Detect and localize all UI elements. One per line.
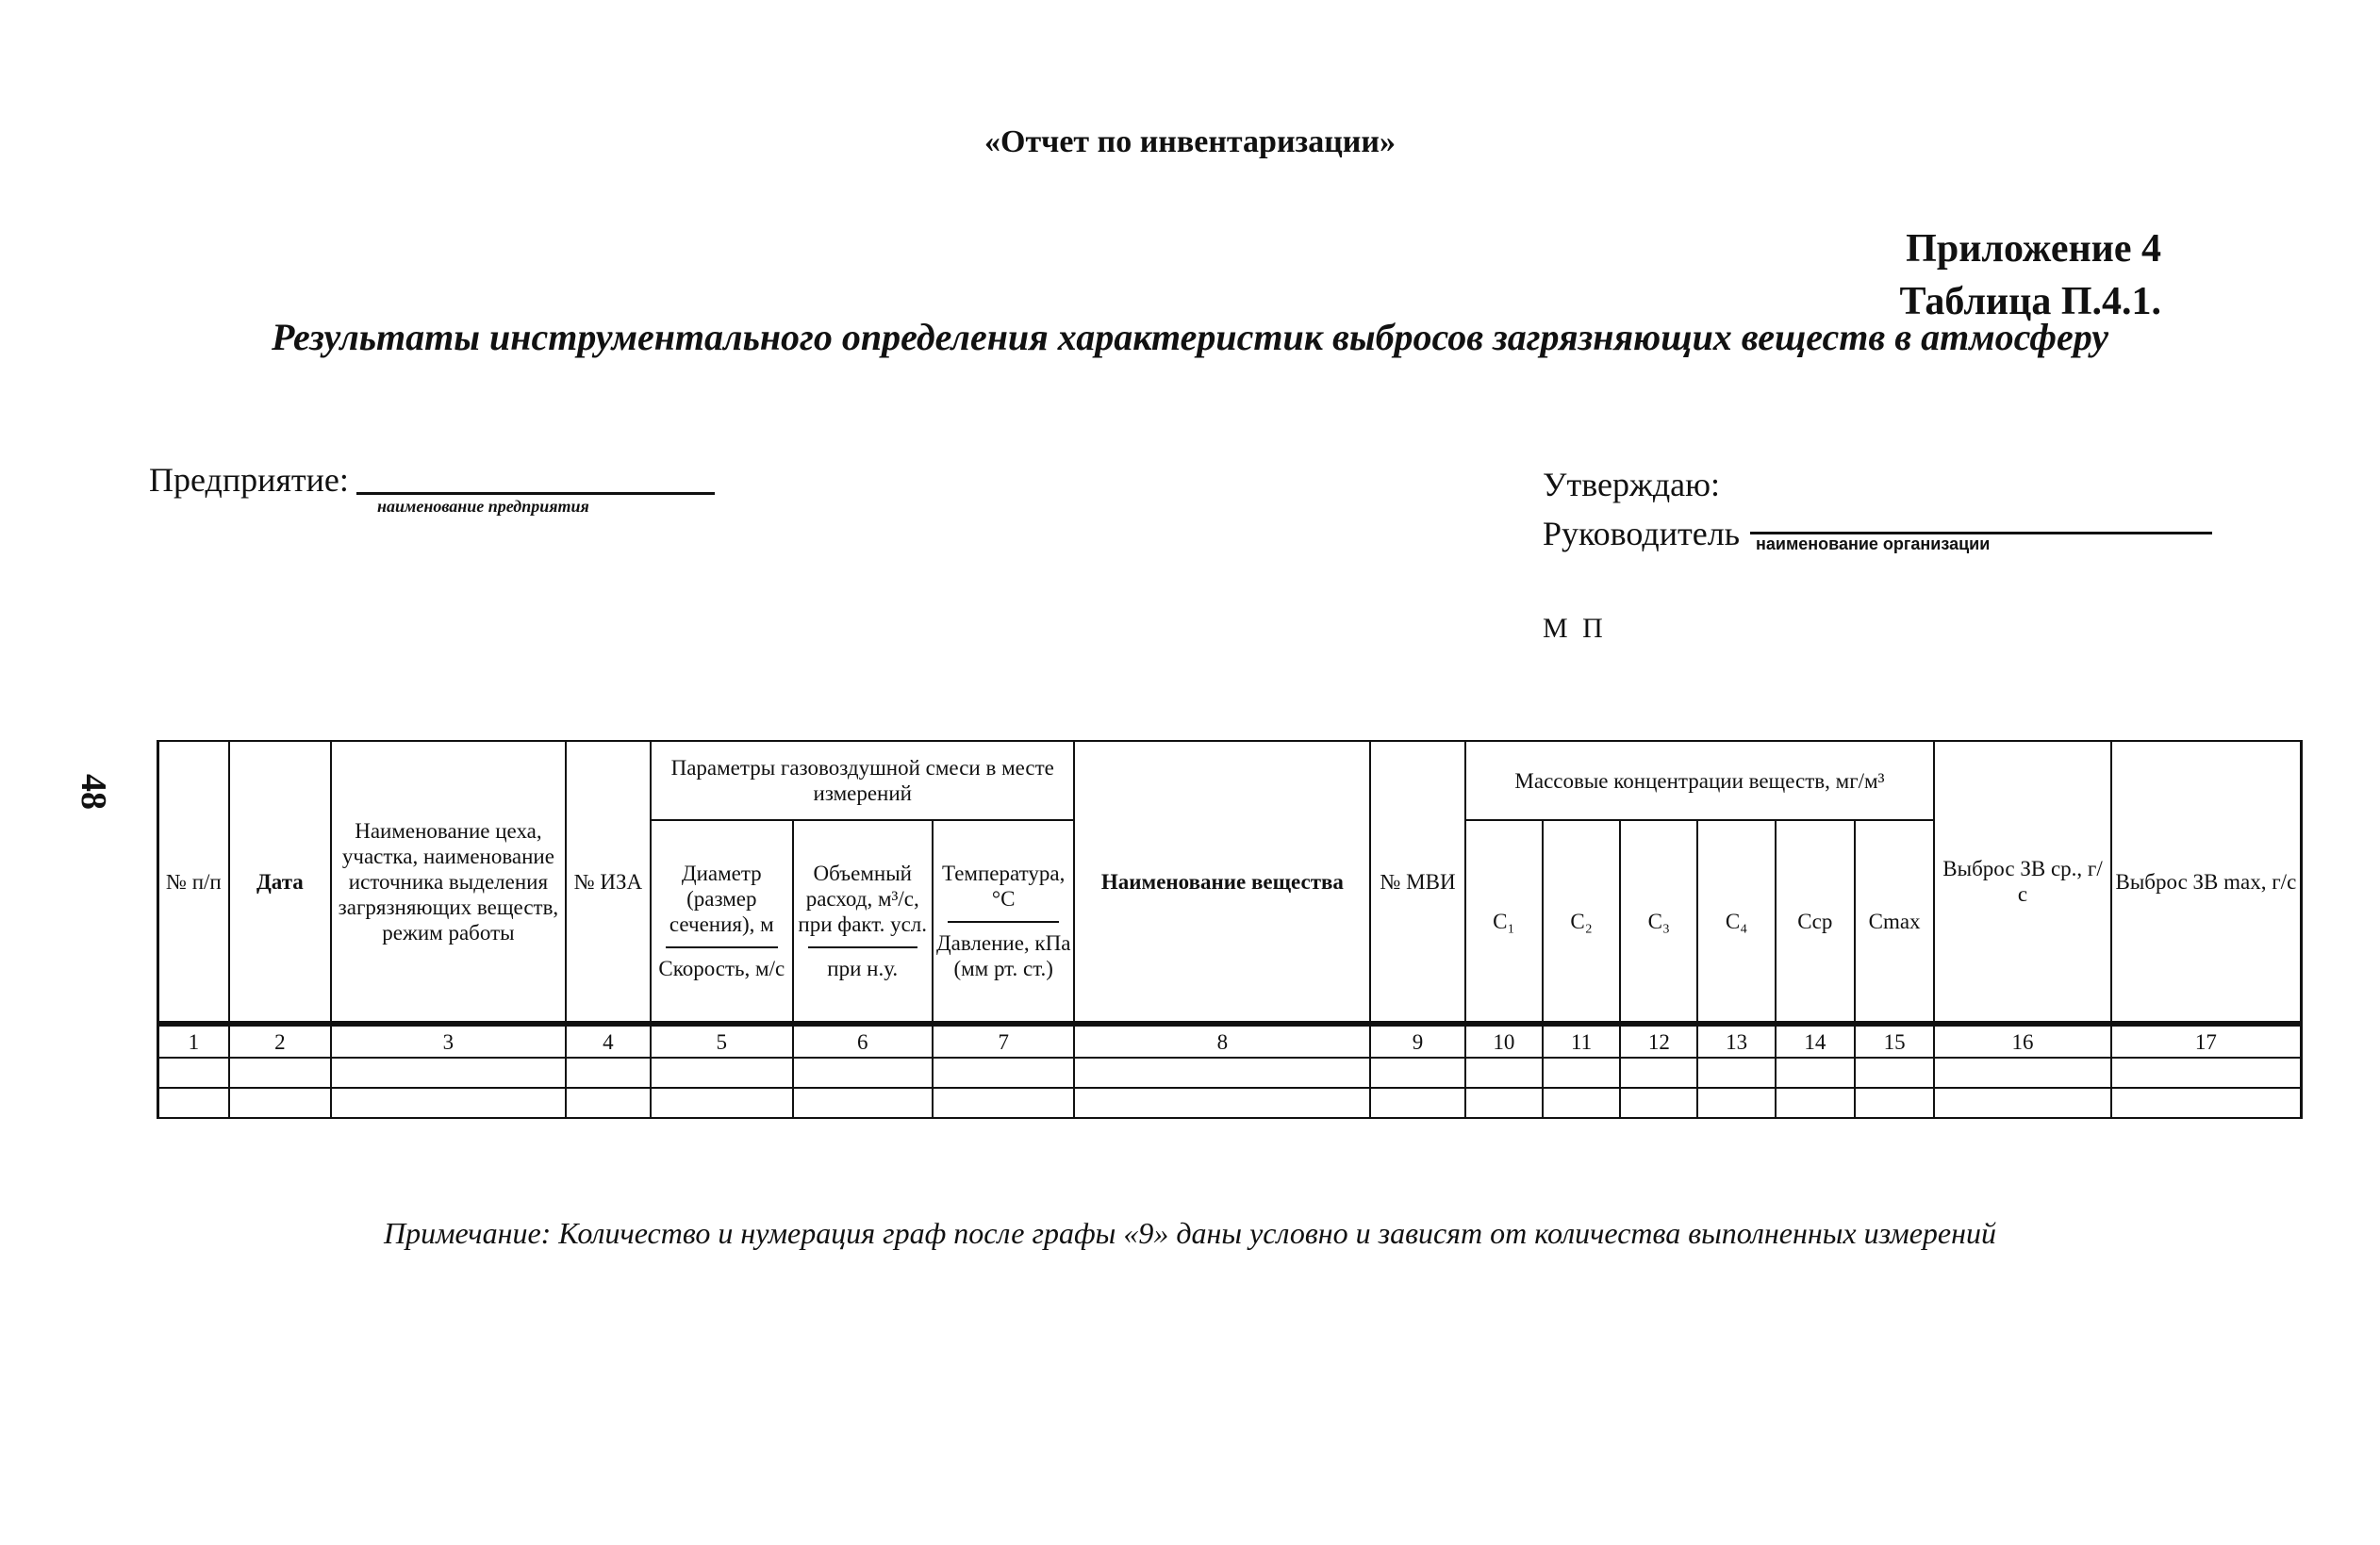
header-mvi: № МВИ [1370,741,1464,1024]
column-number: 16 [1934,1024,2111,1058]
column-number: 15 [1855,1024,1934,1058]
table-label: Таблица П.4.1. [1899,280,2161,323]
column-number: 1 [158,1024,229,1058]
enterprise-signature-line [356,492,715,495]
approve-label: Утверждаю: [1543,466,1721,503]
column-number: 5 [651,1024,792,1058]
header-flow-actual: Объемный расход, м³/с, при факт. усл. [798,862,928,936]
footnote: Примечание: Количество и нумерация граф после графы «9» даны условно и зависят от количества выполненных измерений [383,1216,1996,1250]
header-flow-normal: при н.у. [827,957,899,980]
header-substance: Наименование вещества [1074,741,1370,1024]
page-number: 48 [74,774,113,810]
header-emission-max: Выброс ЗВ max, г/с [2111,741,2302,1024]
header-gas-params: Параметры газовоздушной смеси в месте измерений [651,741,1074,820]
head-label: Руководитель [1543,515,1741,552]
header-temperature: Температура, °С [942,862,1066,911]
stamp-label: М П [1543,613,1607,644]
header-emission-avg: Выброс ЗВ ср., г/с [1934,741,2111,1024]
header-concentrations: Массовые концентрации веществ, мг/м³ [1465,741,1935,820]
header-c-max: Cmax [1855,820,1934,1024]
column-number: 10 [1465,1024,1543,1058]
appendix-label: Приложение 4 [1906,227,2161,271]
header-divider [666,946,777,948]
column-number: 12 [1620,1024,1697,1058]
header-flow [793,820,933,1024]
enterprise-caption: наименование предприятия [377,497,589,516]
header-diameter-speed [651,820,792,1024]
header-no: № п/п [158,741,229,1024]
column-number: 6 [793,1024,933,1058]
column-number: 9 [1370,1024,1464,1058]
header-c1: C₁ [1465,820,1543,1024]
main-title: Результаты инструментального определения характеристик выбросов загрязняющих веществ в атмосферу [272,316,2108,358]
header-iza: № ИЗА [566,741,651,1024]
column-number: 7 [933,1024,1074,1058]
table-row [158,1088,2302,1118]
column-number-row [158,1024,2302,1058]
header-divider [948,921,1059,923]
table-row [158,1058,2302,1088]
approval-block [1543,460,1740,558]
column-number: 13 [1697,1024,1775,1058]
column-number: 8 [1074,1024,1370,1058]
header-c3: C₃ [1620,820,1697,1024]
header-speed: Скорость, м/с [658,957,785,980]
column-number: 11 [1543,1024,1620,1058]
column-number: 2 [229,1024,331,1058]
head-caption: наименование организации [1756,534,1991,553]
header-c4: C₄ [1697,820,1775,1024]
column-number: 4 [566,1024,651,1058]
header-date: Дата [229,741,331,1024]
column-number: 3 [331,1024,566,1058]
header-divider [808,946,917,948]
header-diameter: Диаметр (размер сечения), м [669,862,774,936]
enterprise-label: Предприятие: [149,461,349,499]
emissions-table [157,740,2303,1119]
column-number: 17 [2111,1024,2302,1058]
header-c2: C₂ [1543,820,1620,1024]
column-number: 14 [1776,1024,1855,1058]
header-source-name: Наименование цеха, участка, наименование источника выделения загрязняющих веществ, режим работы [331,741,566,1024]
header-pressure: Давление, кПа (мм рт. ст.) [935,931,1071,980]
appendix-block [1899,222,2161,328]
report-header-title: «Отчет по инвентаризации» [984,124,1396,159]
header-temp-pressure [933,820,1074,1024]
header-c-avg: Cср [1776,820,1855,1024]
